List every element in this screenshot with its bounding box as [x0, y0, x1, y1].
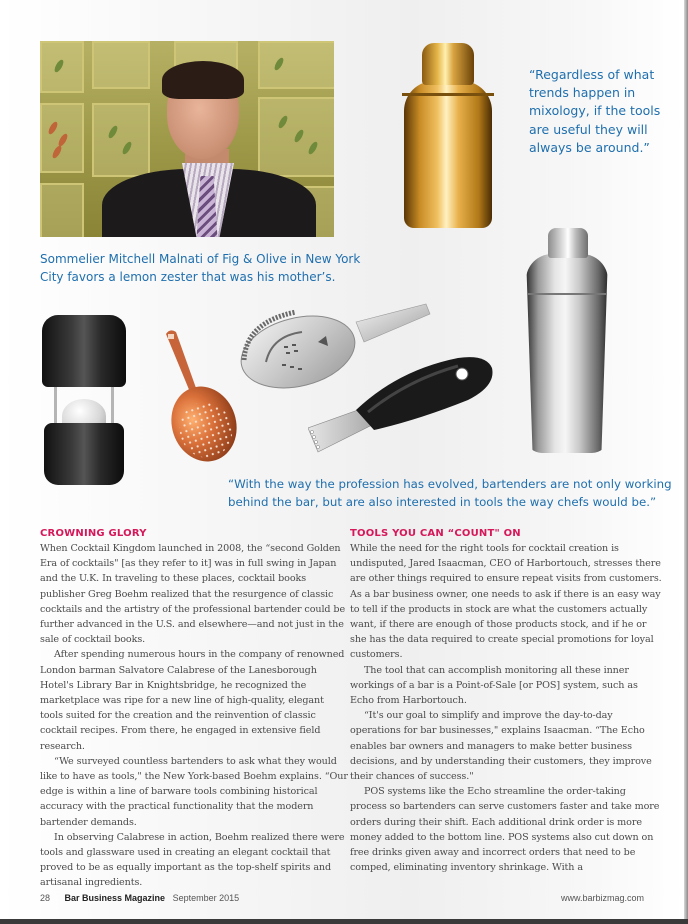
silver-cocktail-shaker-image	[526, 228, 608, 453]
pull-quote-middle-line-1: “With the way the profession has evolved, bartenders are not only working	[228, 477, 672, 491]
section-heading-crowning-glory: CROWNING GLORY	[40, 528, 147, 539]
paragraph: POS systems like the Echo streamline the order-taking process so bartenders can serve customers faster and take more orders during their shift. Each additional drink order is more money added to the bottom line. POS systems also cut down on free drinks given away and incorrect orders that need to be comped, eliminating inventory shrinkage. With a	[350, 786, 660, 874]
article-column-right	[350, 527, 662, 875]
photo-caption: Sommelier Mitchell Malnati of Fig & Olive in New York City favors a lemon zester that was his mother’s.	[40, 252, 361, 284]
viewer-bottom-bar	[0, 919, 688, 924]
paragraph: In observing Calabrese in action, Boehm realized there were tools and glassware used in creating an elegant cocktail that proved to be as equally important as the top-shelf spirits and artisanal ingredients.	[40, 831, 345, 889]
article-column-left	[40, 527, 348, 891]
issue-date: September 2015	[172, 893, 240, 903]
lemon-zester-image	[308, 340, 508, 455]
pull-quote-middle-line-2: behind the bar, but are also interested in tools the way chefs would be.”	[228, 495, 657, 509]
gold-cocktail-shaker-image	[404, 43, 492, 228]
sommelier-photo	[40, 41, 334, 237]
website-link[interactable]: www.barbizmag.com	[560, 893, 644, 903]
paragraph: When Cocktail Kingdom launched in 2008, the “second Golden Era of cocktails" [as they refer to it] was in full swing in Japan and the U.K. In traveling to these places, cocktail books publisher Greg Boehm realized that the resurgence of classic cocktails and the artistry of the professional bartender could be further advanced in the U.S. and elsewhere—and not just in the sale of cocktail books.	[40, 543, 346, 646]
page-edge	[684, 0, 688, 924]
paragraph: “We surveyed countless bartenders to ask what they would like to have as tools," the New York-based Boehm explains. “Our edge is within a line of barware tools combining historical accuracy with the practical functionality that the modern bartender demands.	[40, 755, 348, 828]
section-heading-tools-you-can-count-on: TOOLS YOU CAN “COUNT" ON	[350, 528, 521, 539]
paragraph: The tool that can accomplish monitoring all these inner workings of a bar is a Point-of-Sale [or POS] system, such as Echo from Harbortouch.	[350, 664, 638, 707]
page-number: 28	[40, 893, 51, 903]
magazine-name: Bar Business Magazine	[64, 893, 166, 903]
paragraph: After spending numerous hours in the company of renowned London barman Salvatore Calabrese of the Lanesborough Hotel's Library Bar in Knightsbridge, he recognized the marketplace was ripe for a new line of high-quality, elegant tools suited for the creation and the reinvention of classic cocktail recipes. From there, he engaged in extensive field research.	[40, 649, 345, 752]
paragraph: While the need for the right tools for cocktail creation is undisputed, Jared Isaacman, CEO of Harbortouch, stresses there are other things required to ensure repeat visits from customers. As a bar business owner, one needs to ask if there is an easy way to tell if the products in stock are what the customers actually want, if there are enough of those products stock, and if he or she has the data required to create special promotions for loyal customers.	[350, 543, 662, 661]
paragraph: “It's our goal to simplify and improve the day-to-day operations for bar businesses," explains Isaacman. “The Echo enables bar owners and managers to make better business decisions, and by understanding their customers, they improve their chances of success."	[350, 710, 652, 783]
copper-julep-strainer-image	[160, 326, 242, 464]
page-footer-left	[40, 893, 239, 903]
pull-quote-top: “Regardless of what trends happen in mixology, if the tools are useful they will always be around.”	[529, 67, 661, 155]
pull-quote-middle	[228, 475, 672, 511]
ice-ball-press-image	[42, 315, 126, 485]
